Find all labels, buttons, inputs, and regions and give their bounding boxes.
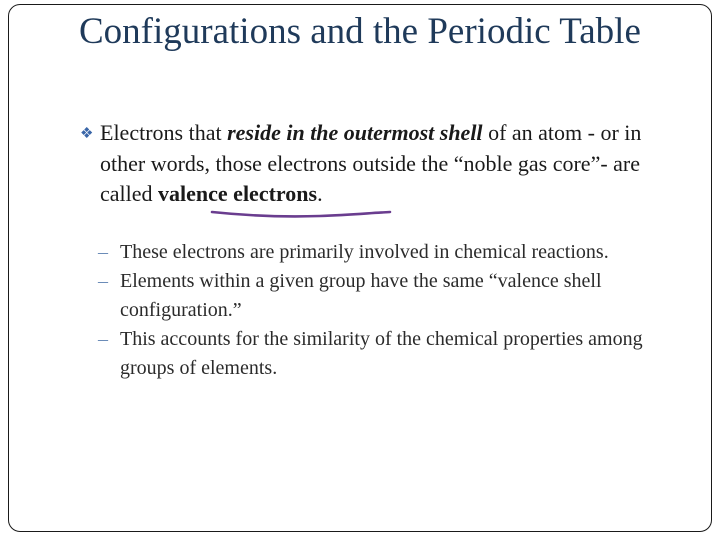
dash-icon: – bbox=[98, 241, 108, 263]
main-bullet bbox=[80, 118, 680, 209]
main-bullet-text-middle: of an atom - or in other words, those electrons outside the “noble gas core”- are called bbox=[100, 120, 642, 206]
sub-bullet-item bbox=[98, 267, 678, 325]
sub-bullet-text: This accounts for the similarity of the chemical properties among groups of elements. bbox=[120, 328, 643, 379]
main-bullet-emphasis-valence-electrons: valence electrons bbox=[158, 181, 318, 206]
sub-bullet-item bbox=[98, 238, 678, 267]
sub-bullet-text: Elements within a given group have the same “valence shell configuration.” bbox=[120, 270, 602, 321]
handwritten-underline-mark bbox=[210, 206, 392, 220]
dash-icon: – bbox=[98, 328, 108, 350]
main-bullet-emphasis-outermost-shell: reside in the outermost shell bbox=[227, 120, 483, 145]
sub-bullet-list bbox=[98, 238, 678, 383]
bullet-icon: ❖ bbox=[80, 126, 94, 142]
dash-icon: – bbox=[98, 270, 108, 292]
slide-title: Configurations and the Periodic Table bbox=[79, 11, 641, 52]
sub-bullet-item bbox=[98, 325, 678, 383]
main-bullet-text-after: . bbox=[317, 181, 323, 206]
sub-bullet-text: These electrons are primarily involved in chemical reactions. bbox=[120, 241, 609, 263]
main-bullet-text-before: Electrons that bbox=[100, 120, 228, 145]
